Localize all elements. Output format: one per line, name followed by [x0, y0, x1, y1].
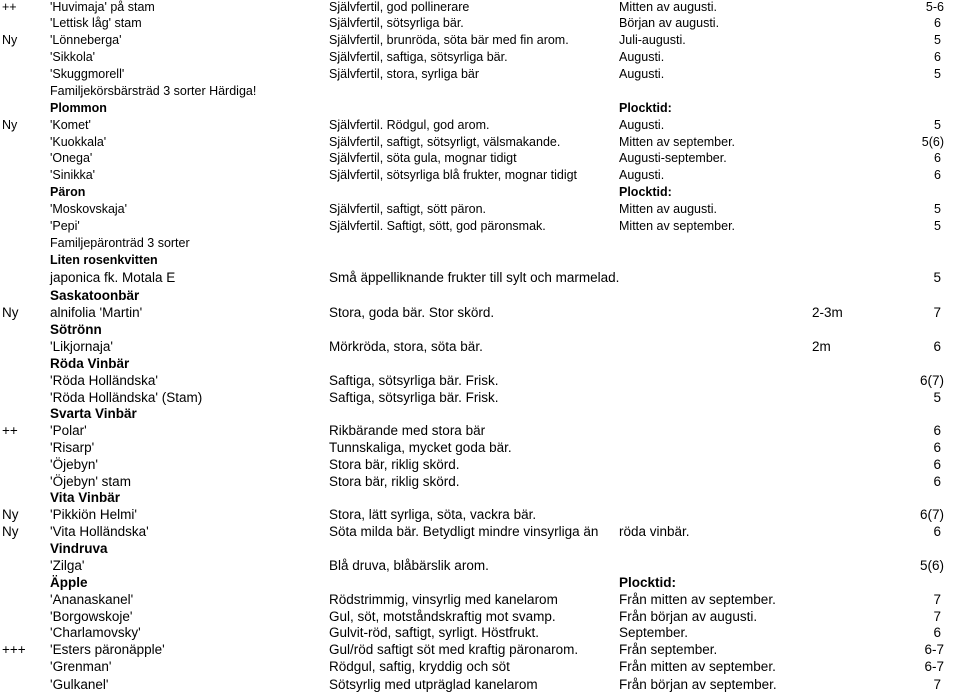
zone-cell: 5(6) — [919, 558, 944, 573]
zone-cell: 7 — [933, 609, 941, 624]
description-cell: Söta milda bär. Betydligt mindre vinsyrliga än — [329, 524, 599, 539]
zone-cell: 5 — [934, 219, 941, 233]
zone-cell: 6-7 — [924, 642, 944, 657]
variety-name-cell: 'Risarp' — [50, 440, 95, 455]
variety-name-cell: Röda Vinbär — [50, 356, 130, 371]
description-cell: Mörkröda, stora, söta bär. — [329, 339, 483, 354]
harvest-time-cell: 2m — [812, 339, 831, 354]
description-cell: Självfertil. Rödgul, god arom. — [329, 118, 490, 132]
variety-name-cell: 'Öjebyn' stam — [50, 474, 131, 489]
variety-name-cell: Sötrönn — [50, 322, 102, 337]
description-cell: Saftiga, sötsyrliga bär. Frisk. — [329, 373, 499, 388]
variety-name-cell: Vindruva — [50, 541, 108, 556]
zone-cell: 5 — [934, 67, 941, 81]
harvest-time-cell: Augusti. — [619, 67, 665, 81]
harvest-time-cell: Mitten av september. — [619, 219, 736, 233]
variety-name-cell: Saskatoonbär — [50, 288, 140, 303]
variety-name-cell: 'Esters päronäpple' — [50, 642, 165, 657]
variety-name-cell: 'Pikkiön Helmi' — [50, 507, 137, 522]
zone-cell: 6 — [934, 151, 941, 165]
variety-name-cell: 'Kuokkala' — [50, 135, 107, 149]
description-cell: Självfertil, sötsyrliga blå frukter, mognar tidigt — [329, 168, 578, 182]
description-cell: Rödstrimmig, vinsyrlig med kanelarom — [329, 592, 558, 607]
harvest-time-cell: Mitten av augusti. — [619, 202, 717, 216]
zone-cell: 5 — [934, 118, 941, 132]
variety-name-cell: 'Polar' — [50, 423, 87, 438]
description-cell: Självfertil, saftigt, sötsyrligt, välsmakande. — [329, 135, 561, 149]
harvest-time-cell: Augusti-september. — [619, 151, 727, 165]
zone-cell: 6 — [933, 474, 941, 489]
zone-cell: 5 — [934, 33, 941, 47]
variety-name-cell: 'Moskovskaja' — [50, 202, 128, 216]
variety-name-cell: 'Grenman' — [50, 659, 112, 674]
variety-name-cell: 'Likjornaja' — [50, 339, 113, 354]
variety-name-cell: Äpple — [50, 575, 88, 590]
variety-name-cell: 'Röda Holländska' — [50, 373, 158, 388]
description-cell: Självfertil, god pollinerare — [329, 0, 470, 14]
description-cell: Stora bär, riklig skörd. — [329, 474, 460, 489]
zone-cell: 6 — [933, 457, 941, 472]
zone-cell: 5 — [933, 270, 941, 285]
harvest-time-cell: Mitten av september. — [619, 135, 736, 149]
marker-cell: Ny — [2, 33, 18, 47]
marker-cell: Ny — [2, 507, 19, 522]
variety-name-cell: japonica fk. Motala E — [50, 270, 176, 285]
zone-cell: 6 — [933, 339, 941, 354]
zone-cell: 7 — [933, 305, 941, 320]
marker-cell: +++ — [2, 642, 26, 657]
variety-name-cell: 'Öjebyn' — [50, 457, 98, 472]
variety-name-cell: 'Gulkanel' — [50, 677, 109, 692]
description-cell: Självfertil, sötsyrliga bär. — [329, 16, 464, 30]
zone-cell: 5 — [933, 390, 941, 405]
harvest-time-cell: Början av augusti. — [619, 16, 720, 30]
description-cell: Stora, lätt syrliga, söta, vackra bär. — [329, 507, 537, 522]
harvest-time-cell: Plocktid: — [619, 185, 672, 199]
marker-cell: Ny — [2, 524, 19, 539]
variety-name-cell: 'Charlamovsky' — [50, 625, 141, 640]
variety-name-cell: 'Sikkola' — [50, 50, 96, 64]
variety-name-cell: 'Lönneberga' — [50, 33, 122, 47]
description-cell: Rödgul, saftig, kryddig och söt — [329, 659, 510, 674]
variety-name-cell: Plommon — [50, 101, 107, 115]
harvest-time-cell: Juli-augusti. — [619, 33, 686, 47]
description-cell: Gul/röd saftigt söt med kraftig päronarom. — [329, 642, 579, 657]
description-cell: Gulvit-röd, saftigt, syrligt. Höstfrukt. — [329, 625, 540, 640]
harvest-time-cell: Augusti. — [619, 50, 665, 64]
marker-cell: ++ — [2, 0, 17, 14]
variety-name-cell: 'Lettisk låg' stam — [50, 16, 142, 30]
variety-name-cell: 'Zilga' — [50, 558, 85, 573]
harvest-time-cell: Augusti. — [619, 118, 665, 132]
variety-name-cell: 'Röda Holländska' (Stam) — [50, 390, 203, 405]
zone-cell: 5-6 — [925, 0, 944, 14]
harvest-time-cell: Från början av september. — [619, 677, 777, 692]
zone-cell: 5 — [934, 202, 941, 216]
harvest-time-cell: Mitten av augusti. — [619, 0, 717, 14]
marker-cell: Ny — [2, 305, 19, 320]
zone-cell: 7 — [933, 592, 941, 607]
harvest-time-cell: Plocktid: — [619, 101, 672, 115]
zone-cell: 5(6) — [921, 135, 944, 149]
variety-name-cell: alnifolia 'Martin' — [50, 305, 143, 320]
variety-name-cell: Vita Vinbär — [50, 490, 121, 505]
description-cell: Gul, söt, motståndskraftig mot svamp. — [329, 609, 556, 624]
variety-name-cell: Päron — [50, 185, 86, 199]
variety-name-cell: Familjekörsbärsträd 3 sorter Härdiga! — [50, 84, 257, 98]
variety-name-cell: Liten rosenkvitten — [50, 253, 158, 267]
variety-name-cell: 'Huvimaja' på stam — [50, 0, 155, 14]
variety-name-cell: 'Skuggmorell' — [50, 67, 125, 81]
description-cell: Självfertil, saftiga, sötsyrliga bär. — [329, 50, 508, 64]
harvest-time-cell: Från mitten av september. — [619, 659, 776, 674]
variety-name-cell: 'Vita Holländska' — [50, 524, 149, 539]
zone-cell: 6 — [934, 168, 941, 182]
description-cell: Självfertil, brunröda, söta bär med fin arom. — [329, 33, 569, 47]
variety-name-cell: 'Komet' — [50, 118, 91, 132]
variety-name-cell: 'Pepi' — [50, 219, 80, 233]
variety-name-cell: 'Sinikka' — [50, 168, 96, 182]
marker-cell: ++ — [2, 423, 18, 438]
zone-cell: 6 — [933, 440, 941, 455]
zone-cell: 6 — [934, 50, 941, 64]
harvest-time-cell: September. — [619, 625, 689, 640]
zone-cell: 6-7 — [924, 659, 944, 674]
harvest-time-cell: Från september. — [619, 642, 718, 657]
description-cell: Rikbärande med stora bär — [329, 423, 486, 438]
description-cell: Självfertil. Saftigt, sött, god päronsmak. — [329, 219, 546, 233]
harvest-time-cell: röda vinbär. — [619, 524, 690, 539]
description-cell: Små äppelliknande frukter till sylt och marmelad. — [329, 270, 620, 285]
harvest-time-cell: 2-3m — [812, 305, 843, 320]
description-cell: Självfertil, söta gula, mognar tidigt — [329, 151, 517, 165]
description-cell: Blå druva, blåbärslik arom. — [329, 558, 489, 573]
harvest-time-cell: Plocktid: — [619, 575, 677, 590]
description-cell: Självfertil, stora, syrliga bär — [329, 67, 480, 81]
description-cell: Saftiga, sötsyrliga bär. Frisk. — [329, 390, 499, 405]
description-cell: Självfertil, saftigt, sött päron. — [329, 202, 487, 216]
description-cell: Stora, goda bär. Stor skörd. — [329, 305, 495, 320]
zone-cell: 6 — [933, 524, 941, 539]
marker-cell: Ny — [2, 118, 18, 132]
variety-name-cell: 'Onega' — [50, 151, 93, 165]
zone-cell: 6(7) — [919, 507, 944, 522]
zone-cell: 6 — [934, 16, 941, 30]
harvest-time-cell: Från mitten av september. — [619, 592, 776, 607]
variety-name-cell: Familjepäronträd 3 sorter — [50, 236, 190, 250]
variety-name-cell: 'Ananaskanel' — [50, 592, 134, 607]
description-cell: Sötsyrlig med utpräglad kanelarom — [329, 677, 538, 692]
harvest-time-cell: Augusti. — [619, 168, 665, 182]
zone-cell: 6 — [933, 423, 941, 438]
zone-cell: 7 — [933, 677, 941, 692]
description-cell: Stora bär, riklig skörd. — [329, 457, 460, 472]
description-cell: Tunnskaliga, mycket goda bär. — [329, 440, 512, 455]
variety-name-cell: 'Borgowskoje' — [50, 609, 133, 624]
harvest-time-cell: Från början av augusti. — [619, 609, 758, 624]
zone-cell: 6 — [933, 625, 941, 640]
zone-cell: 6(7) — [919, 373, 944, 388]
variety-name-cell: Svarta Vinbär — [50, 406, 137, 421]
